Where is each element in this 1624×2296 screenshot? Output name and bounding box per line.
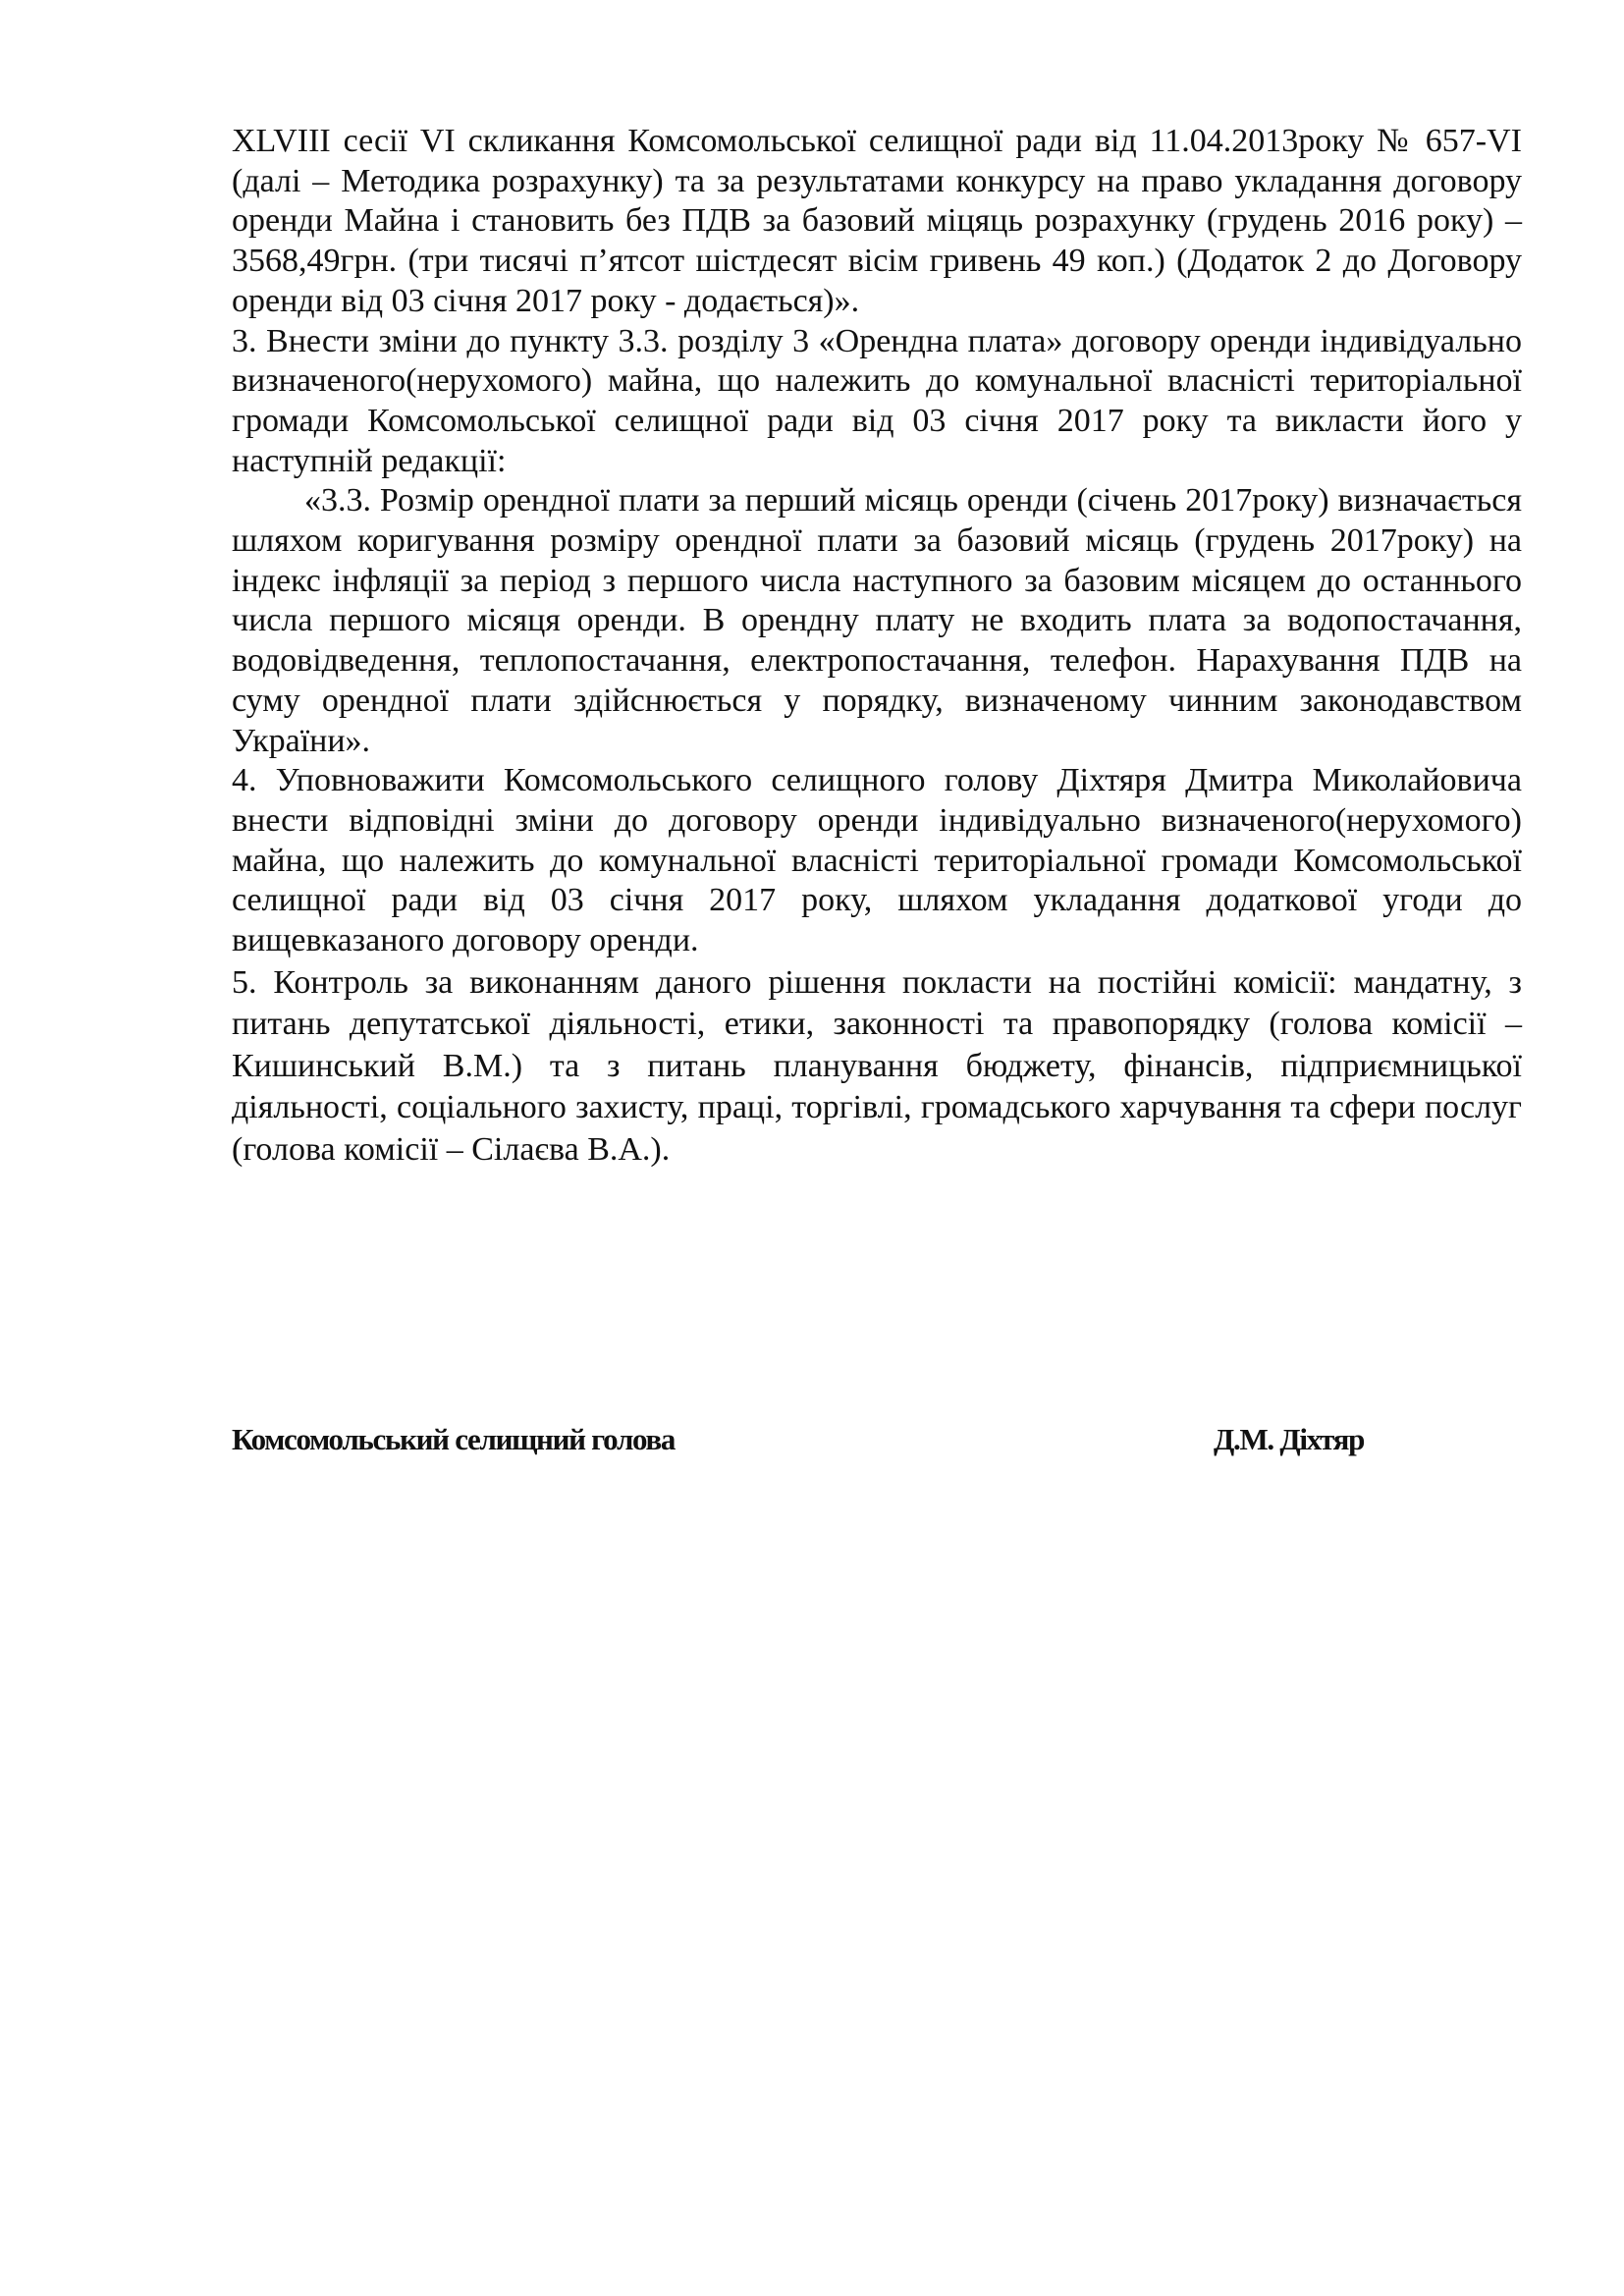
paragraph-item-4: 4. Уповноважити Комсомольського селищного голову Діхтяря Дмитра Миколайовича внести відповідні зміни до договору оренди індивідуально визначеного(нерухомого) майна, що належить до комунальної власністі територіальної громади Комсомольської селищної ради від 03 січня 2017 року, шляхом укладання додаткової угоди до вищевказаного договору оренди. bbox=[232, 762, 1522, 959]
paragraph-quoted-clause: «3.3. Розмір орендної плати за перший місяць оренди (січень 2017року) визначається шляхом коригування розміру орендної плати за базовий місяць (грудень 2017року) на індекс інфляції за період з першого числа наступного за базовим місяцем до останнього числа першого місяця оренди. В орендну плату не входить плата за водопостачання, водовідведення, теплопостачання, електропостачання, телефон. Нарахування ПДВ на суму орендної плати здійснюється у порядку, визначеному чинним законодавством України». bbox=[232, 482, 1522, 759]
document-body bbox=[232, 122, 1522, 1171]
signature-title: Комсомольський селищний голова bbox=[232, 1422, 676, 1456]
paragraph-item-3: 3. Внести зміни до пункту 3.3. розділу 3 «Орендна плата» договору оренди індивідуально визначеного(нерухомого) майна, що належить до комунальної власністі територіальної громади Комсомольської селищної ради від 03 січня 2017 року та викласти його у наступній редакції: bbox=[232, 322, 1522, 479]
signature-block bbox=[232, 1422, 1390, 1469]
paragraph-item-5: 5. Контроль за виконанням даного рішення покласти на постійні комісії: мандатну, з питань депутатської діяльності, етики, законності та правопорядку (голова комісії – Кишинський В.М.) та з питань планування бюджету, фінансів, підприємницької діяльності, соціального захисту, праці, торгівлі, громадського харчування та сфери послуг (голова комісії – Сілаєва В.А.). bbox=[232, 963, 1522, 1168]
paragraph-continuation: XLVIII сесії VI скликання Комсомольської селищної ради від 11.04.2013року № 657-VI (далі – Методика розрахунку) та за результатами конкурсу на право укладання договору оренди Майна і становить без ПДВ за базовий міцяць розрахунку (грудень 2016 року) – 3568,49грн. (три тисячі п’ятсот шістдесят вісім гривень 49 коп.) (Додаток 2 до Договору оренди від 03 січня 2017 року - додається)». bbox=[232, 123, 1522, 319]
signature-name: Д.М. Діхтяр bbox=[1214, 1422, 1365, 1456]
